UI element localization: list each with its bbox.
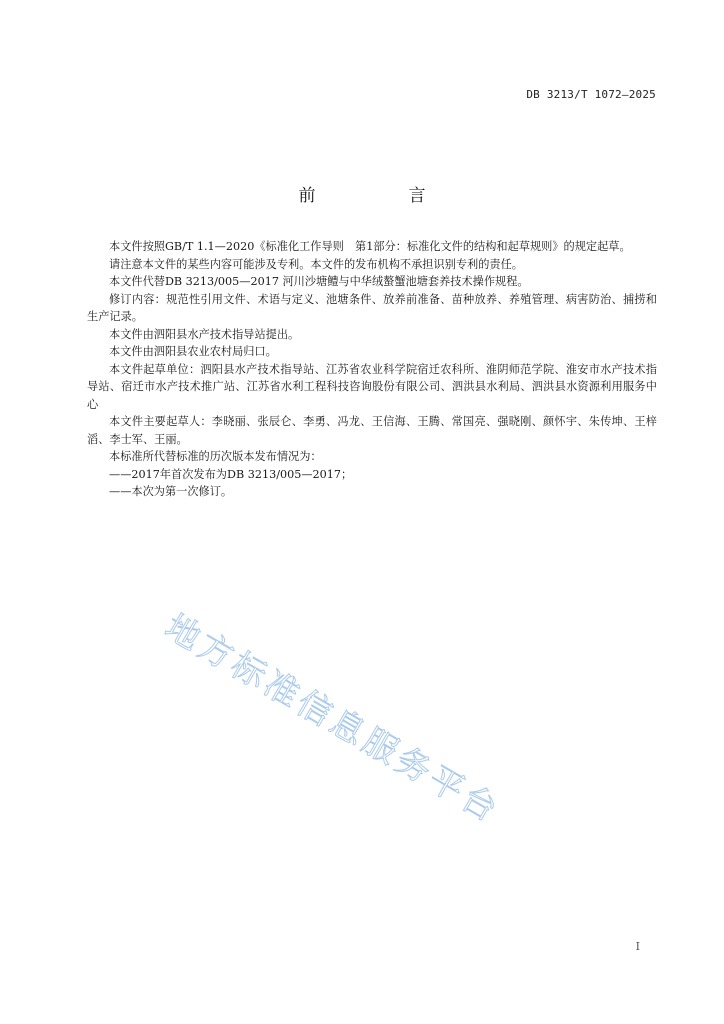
paragraph-drafting-rules: 本文件按照GB/T 1.1—2020《标准化工作导则 第1部分：标准化文件的结构和起草规则》的规定起草。 — [109, 240, 631, 253]
document-code: DB 3213/T 1072—2025 — [526, 88, 656, 101]
paragraph-history-first: ——2017年首次发布为DB 3213/005—2017； — [109, 467, 353, 481]
watermark: 地方标准信息服务平台 — [158, 606, 508, 832]
paragraph-drafters: 本文件主要起草人：李晓丽、张辰仑、李勇、冯龙、王信海、王腾、常国亮、强晓刚、颜怀宇、朱传坤、王梓滔、李士军、王丽。 — [87, 415, 657, 446]
paragraph-history-intro: 本标准所代替标准的历次版本发布情况为： — [109, 450, 322, 463]
paragraph-proposer: 本文件由泗阳县水产技术指导站提出。 — [109, 327, 300, 341]
section-title: 前 言 — [298, 186, 464, 206]
paragraph-administrator: 本文件由泗阳县农业农村局归口。 — [109, 345, 277, 358]
body-text — [87, 238, 657, 501]
paragraph-replaces: 本文件代替DB 3213/005—2017 河川沙塘鳢与中华绒螯蟹池塘套养技术操作规程。 — [109, 275, 529, 288]
paragraph-drafting-units: 本文件起草单位：泗阳县水产技术指导站、江苏省农业科学院宿迁农科所、淮阴师范学院、淮安市水产技术指导站、宿迁市水产技术推广站、江苏省水利工程科技咨询股份有限公司、泗洪县水利局、泗洪县水资源利用服务中心 — [87, 362, 657, 411]
paragraph-revisions: 修订内容：规范性引用文件、术语与定义、池塘条件、放养前准备、苗种放养、养殖管理、病害防治、捕捞和生产记录。 — [87, 292, 657, 323]
paragraph-history-current: ——本次为第一次修订。 — [109, 485, 233, 498]
page-number: I — [635, 940, 640, 953]
paragraph-patent-notice: 请注意本文件的某些内容可能涉及专利。本文件的发布机构不承担识别专利的责任。 — [109, 257, 523, 271]
